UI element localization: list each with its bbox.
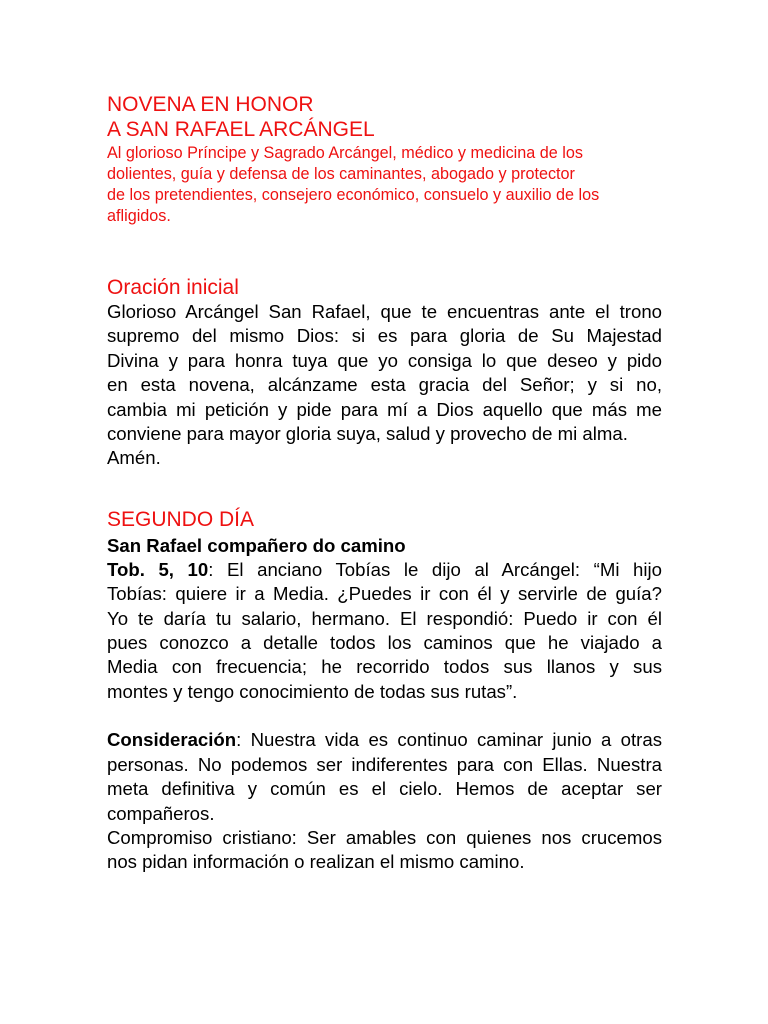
document-page <box>107 92 662 875</box>
title-line-1: NOVENA EN HONOR <box>107 93 314 116</box>
consideracion-line <box>107 728 662 752</box>
dedication-line: Al glorioso Príncipe y Sagrado Arcángel, médico y medicina de los <box>107 144 583 162</box>
oracion-line: conviene para mayor gloria suya, salud y provecho de mi alma. <box>107 423 628 445</box>
consideracion-first-line-rest: : Nuestra vida es continuo caminar junio a otras <box>236 729 662 751</box>
consideracion-line: personas. No podemos ser indiferentes para con Ellas. Nuestra <box>107 753 662 775</box>
consideracion-line: meta definitiva y común es el cielo. Hemos de aceptar ser <box>107 778 662 800</box>
oracion-line: cambia mi petición y pide para mí a Dios aquello que más me <box>107 398 662 420</box>
compromiso-line: nos pidan información o realizan el mismo camino. <box>107 851 525 873</box>
consideracion-text <box>107 728 662 874</box>
reading-line: Media con frecuencia; he recorrido todos sus llanos y sus <box>107 656 662 678</box>
reading-line: Tobías: quiere ir a Media. ¿Puedes ir con él y servirle de guía? <box>107 583 662 605</box>
day-subheading: San Rafael compañero do camino <box>107 534 406 556</box>
oracion-text <box>107 300 662 471</box>
title-line-2: A SAN RAFAEL ARCÁNGEL <box>107 118 375 141</box>
consideracion-label: Consideración <box>107 729 237 751</box>
reading-line: pues conozco a detalle todos los caminos que he viajado a <box>107 632 662 654</box>
title <box>107 92 662 142</box>
compromiso-line: Compromiso cristiano: Ser amables con quienes nos crucemos <box>107 826 662 848</box>
oracion-line: Glorioso Arcángel San Rafael, que te encuentras ante el trono <box>107 301 662 322</box>
dedication-line: de los pretendientes, consejero económico, consuelo y auxilio de los <box>107 186 600 204</box>
reading-text <box>107 558 662 704</box>
dedication-line: afligidos. <box>107 207 171 225</box>
oracion-line: supremo del mismo Dios: si es para gloria de Su Majestad <box>107 325 662 347</box>
reading-line <box>107 558 662 582</box>
reading-first-line-rest: : El anciano Tobías le dijo al Arcángel: “Mi hijo <box>208 558 662 580</box>
day-heading: SEGUNDO DÍA <box>107 507 255 531</box>
oracion-line: Amén. <box>107 447 161 469</box>
oracion-heading: Oración inicial <box>107 276 239 299</box>
paragraph-spacer <box>107 704 662 728</box>
dedication-text <box>107 143 662 227</box>
reading-line: montes y tengo conocimiento de todas sus rutas”. <box>107 680 518 702</box>
oracion-line: Divina y para honra tuya que yo consiga lo que deseo y pido <box>107 349 662 371</box>
consideracion-line: compañeros. <box>107 802 215 824</box>
reading-line: Yo te daría tu salario, hermano. El respondió: Puedo ir con él <box>107 607 662 629</box>
oracion-line: en esta novena, alcánzame esta gracia del Señor; y si no, <box>107 374 662 396</box>
dedication-line: dolientes, guía y defensa de los caminantes, abogado y protector <box>107 165 575 183</box>
reading-reference: Tob. 5, 10 <box>107 558 209 580</box>
